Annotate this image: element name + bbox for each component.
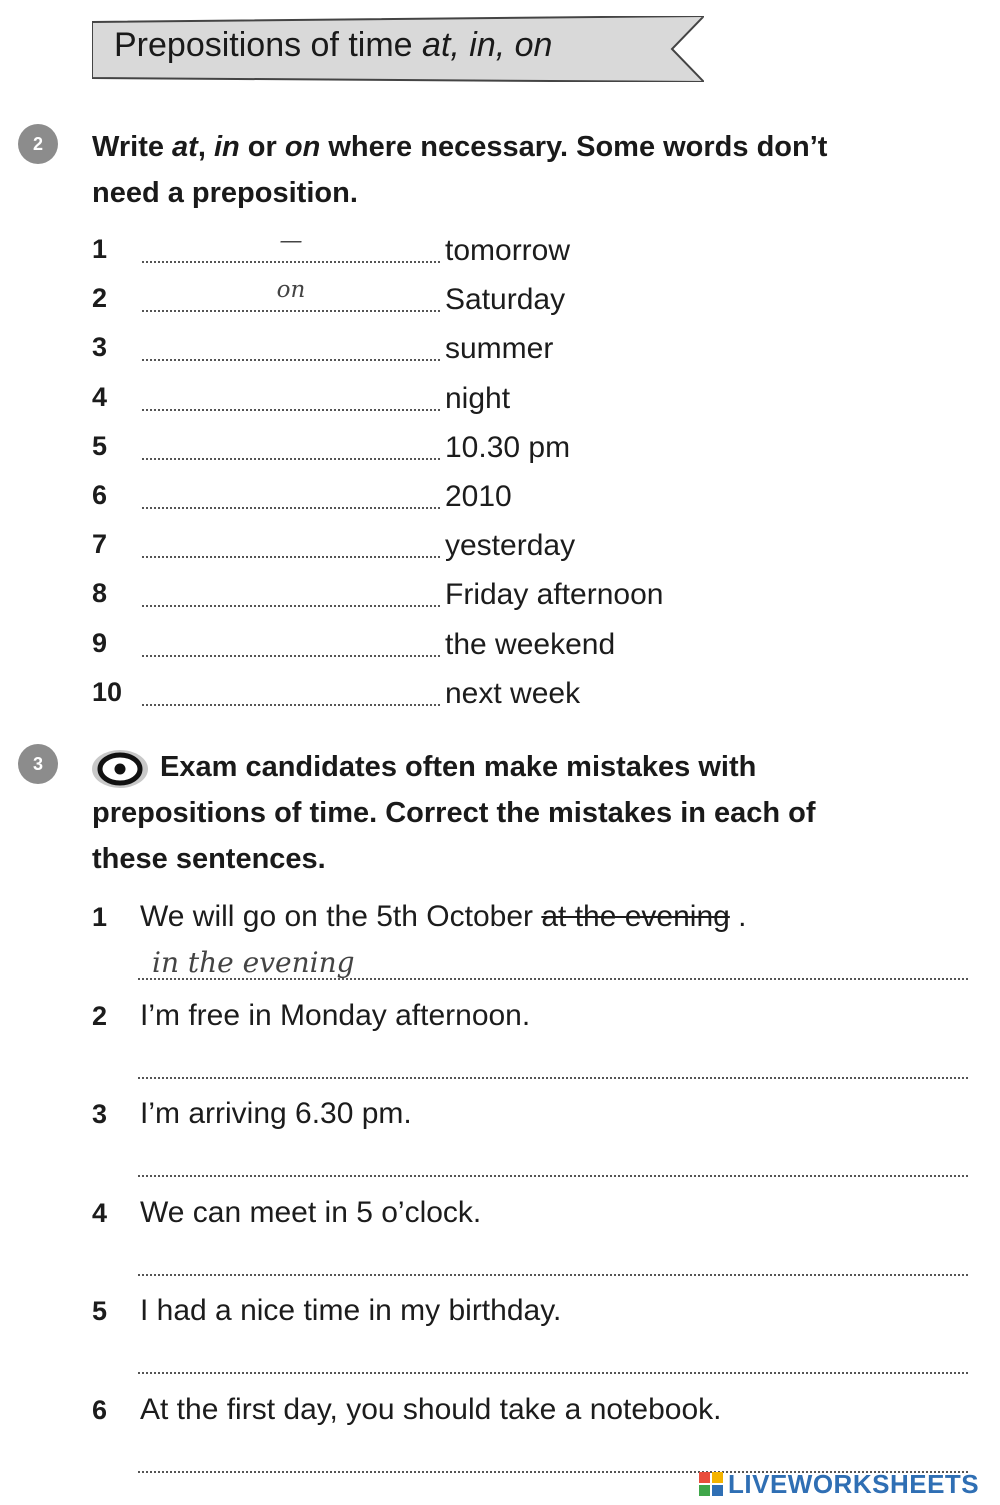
exercise-3-instruction xyxy=(92,744,816,882)
sentence-main: I’m arriving 6.30 pm. xyxy=(140,1097,412,1130)
time-expression: yesterday xyxy=(445,529,576,562)
instruction-line: Exam candidates often make mistakes with xyxy=(160,751,757,783)
list-item xyxy=(92,480,692,520)
sentence-text xyxy=(140,999,530,1033)
sentence-end: . xyxy=(738,900,747,933)
list-item xyxy=(92,578,692,618)
item-number: 10 xyxy=(92,677,123,707)
sentence-main: I had a nice time in my birthday. xyxy=(140,1294,562,1327)
time-expression: Friday afternoon xyxy=(445,578,664,611)
item-number: 7 xyxy=(92,529,108,559)
sentence-main: At the first day, you should take a notebook. xyxy=(140,1393,722,1426)
list-item xyxy=(92,529,692,569)
item-number: 8 xyxy=(92,578,108,608)
list-item xyxy=(92,677,692,717)
answer-blank[interactable] xyxy=(142,261,440,263)
answer-line[interactable] xyxy=(138,1175,968,1177)
instruction-line: prepositions of time. Correct the mistakes in each of xyxy=(92,797,816,829)
item-number: 9 xyxy=(92,628,108,658)
item-number: 4 xyxy=(92,1198,108,1228)
answer-blank[interactable] xyxy=(142,556,440,558)
item-number: 2 xyxy=(92,283,108,313)
answer-text: on xyxy=(276,277,306,303)
time-expression: summer xyxy=(445,332,554,365)
list-item xyxy=(92,228,692,274)
struck-text: at the evening xyxy=(541,900,730,933)
answer-line[interactable] xyxy=(138,1077,968,1079)
sentence-main: We will go on the 5th October xyxy=(140,900,533,933)
answer-text: — xyxy=(279,228,303,254)
instruction-line: need a preposition. xyxy=(92,177,358,209)
time-expression: tomorrow xyxy=(445,234,571,267)
answer-blank[interactable] xyxy=(142,359,440,361)
exercise-2-instruction xyxy=(92,124,827,216)
time-expression: 2010 xyxy=(445,480,512,513)
time-expression: next week xyxy=(445,677,581,710)
sentence-text xyxy=(140,1097,412,1131)
time-expression: the weekend xyxy=(445,628,616,661)
item-number: 3 xyxy=(92,332,108,362)
answer-blank[interactable] xyxy=(142,310,440,312)
answer-blank[interactable] xyxy=(142,704,440,706)
answer-line[interactable] xyxy=(138,1274,968,1276)
list-item xyxy=(92,277,692,323)
logo-icon xyxy=(698,1471,724,1497)
sentence-text xyxy=(140,900,747,934)
time-expression: 10.30 pm xyxy=(445,431,571,464)
sentence-text xyxy=(140,1393,721,1427)
answer-blank[interactable] xyxy=(142,458,440,460)
answer-line[interactable] xyxy=(138,1372,968,1374)
handwritten-answer: in the evening xyxy=(152,946,355,979)
item-number: 3 xyxy=(92,1099,108,1129)
page-title: Prepositions of time at, in, on xyxy=(114,26,553,64)
item-number: 6 xyxy=(92,1395,108,1425)
exercise-number-badge: 3 xyxy=(18,744,58,784)
item-number: 5 xyxy=(92,431,108,461)
sentence-text xyxy=(140,1196,481,1230)
logo-text: LIVEWORKSHEETS xyxy=(728,1468,980,1499)
sentence-main: I’m free in Monday afternoon. xyxy=(140,999,531,1032)
item-number: 4 xyxy=(92,382,108,412)
item-number: 6 xyxy=(92,480,108,510)
list-item xyxy=(92,628,692,668)
title-banner xyxy=(92,16,704,82)
answer-blank[interactable] xyxy=(142,409,440,411)
sentence-main: We can meet in 5 o’clock. xyxy=(140,1196,482,1229)
instruction-line: Write at, in or on where necessary. Some words don’t xyxy=(92,131,828,163)
item-number: 1 xyxy=(92,902,108,932)
sentence-text xyxy=(140,1294,561,1328)
answer-blank[interactable] xyxy=(142,655,440,657)
list-item xyxy=(92,431,692,471)
time-expression: Saturday xyxy=(445,283,566,316)
list-item xyxy=(92,332,692,372)
instruction-line: these sentences. xyxy=(92,843,326,875)
time-expression: night xyxy=(445,382,511,415)
item-number: 2 xyxy=(92,1001,108,1031)
exercise-number-badge: 2 xyxy=(18,124,58,164)
answer-blank[interactable] xyxy=(142,507,440,509)
list-item xyxy=(92,382,692,422)
answer-blank[interactable] xyxy=(142,605,440,607)
liveworksheets-logo xyxy=(698,1468,979,1500)
item-number: 5 xyxy=(92,1296,108,1326)
item-number: 1 xyxy=(92,234,108,264)
